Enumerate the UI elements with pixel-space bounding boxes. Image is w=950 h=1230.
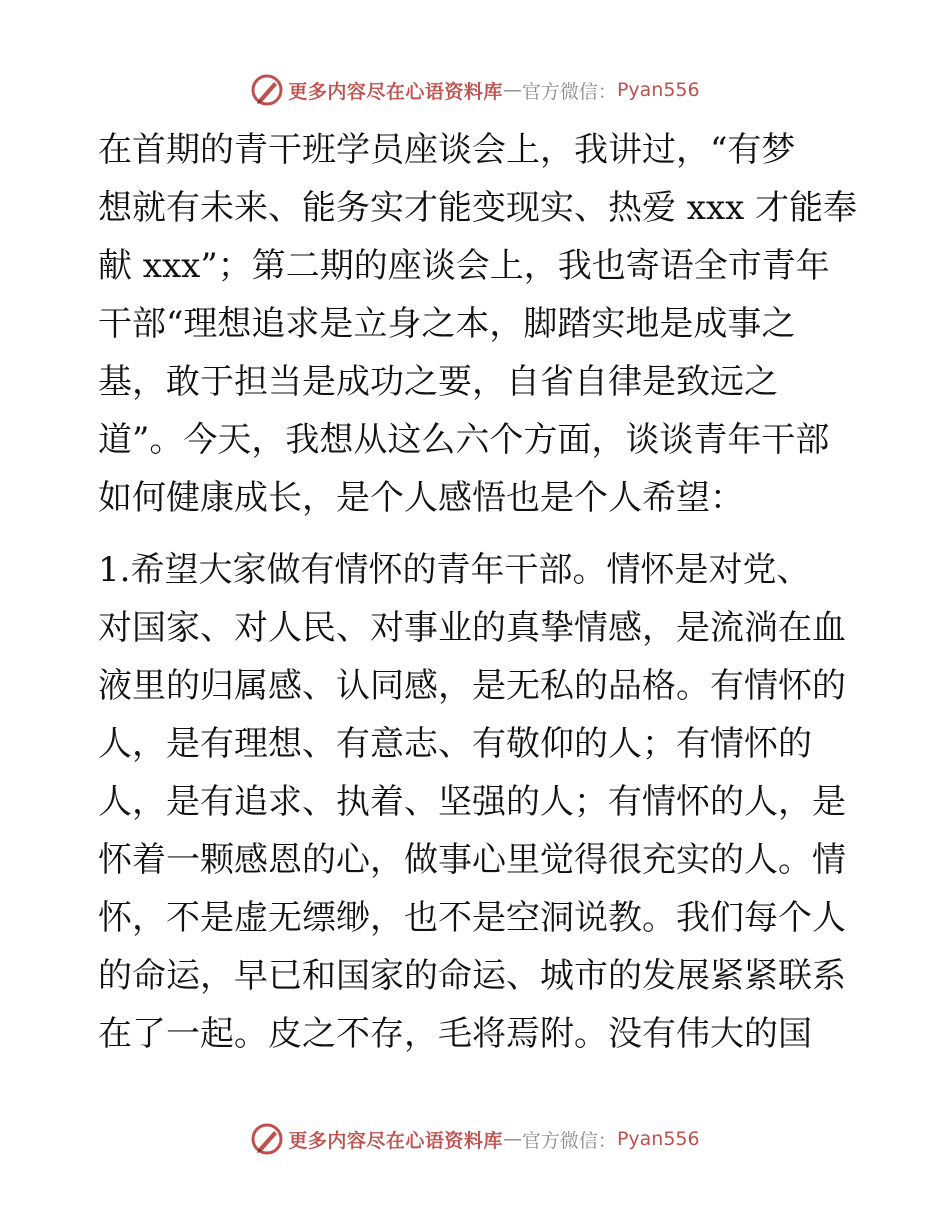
banner-wechat-handle: Pyan556 [616,79,700,101]
text-line: 献 xxx”；第二期的座谈会上，我也寄语全市青年 [98,246,830,286]
banner-dash: — [502,1128,522,1150]
header-watermark-banner [0,70,950,110]
banner-wechat-handle: Pyan556 [616,1128,700,1150]
text-line: 如何健康成长，是个人感悟也是个人希望： [98,478,744,518]
text-line: 在首期的青干班学员座谈会上，我讲过，“有梦 [98,130,796,170]
banner-dash: — [502,79,522,101]
text-line: 干部“理想追求是立身之本，脚踏实地是成事之 [98,304,796,344]
banner-official-label: 官方微信： [521,1129,617,1152]
paragraph-spacer [98,527,858,541]
pen-logo-icon [250,73,284,107]
banner-official-label: 官方微信： [521,80,617,103]
text-line: 对国家、对人民、对事业的真挚情感，是流淌在血 [98,608,846,648]
text-line: 基，敢于担当是成功之要，自省自律是致远之 [98,362,778,402]
pen-logo-icon [250,1122,284,1156]
text-line: 人，是有理想、有意志、有敬仰的人；有情怀的 [98,724,812,764]
text-line: 1.希望大家做有情怀的青年干部。情怀是对党、 [98,550,811,590]
footer-watermark-banner [0,1119,950,1159]
text-line: 道”。今天，我想从这么六个方面，谈谈青年干部 [98,420,830,460]
paragraph-point-1 [98,541,858,1063]
text-line: 在了一起。皮之不存，毛将焉附。没有伟大的国 [98,1014,812,1054]
text-line: 液里的归属感、认同感，是无私的品格。有情怀的 [98,666,846,706]
paragraph-intro [98,121,858,527]
text-line: 怀，不是虚无缥缈，也不是空洞说教。我们每个人 [98,898,846,938]
banner-main-text: 更多内容尽在心语资料库 [288,80,503,103]
text-line: 怀着一颗感恩的心，做事心里觉得很充实的人。情 [98,840,846,880]
text-line: 的命运，早已和国家的命运、城市的发展紧紧联系 [98,956,846,996]
text-line: 人，是有追求、执着、坚强的人；有情怀的人，是 [98,782,846,822]
document-body [98,121,858,1063]
banner-main-text: 更多内容尽在心语资料库 [288,1129,503,1152]
text-line: 想就有未来、能务实才能变现实、热爱 xxx 才能奉 [98,188,858,228]
